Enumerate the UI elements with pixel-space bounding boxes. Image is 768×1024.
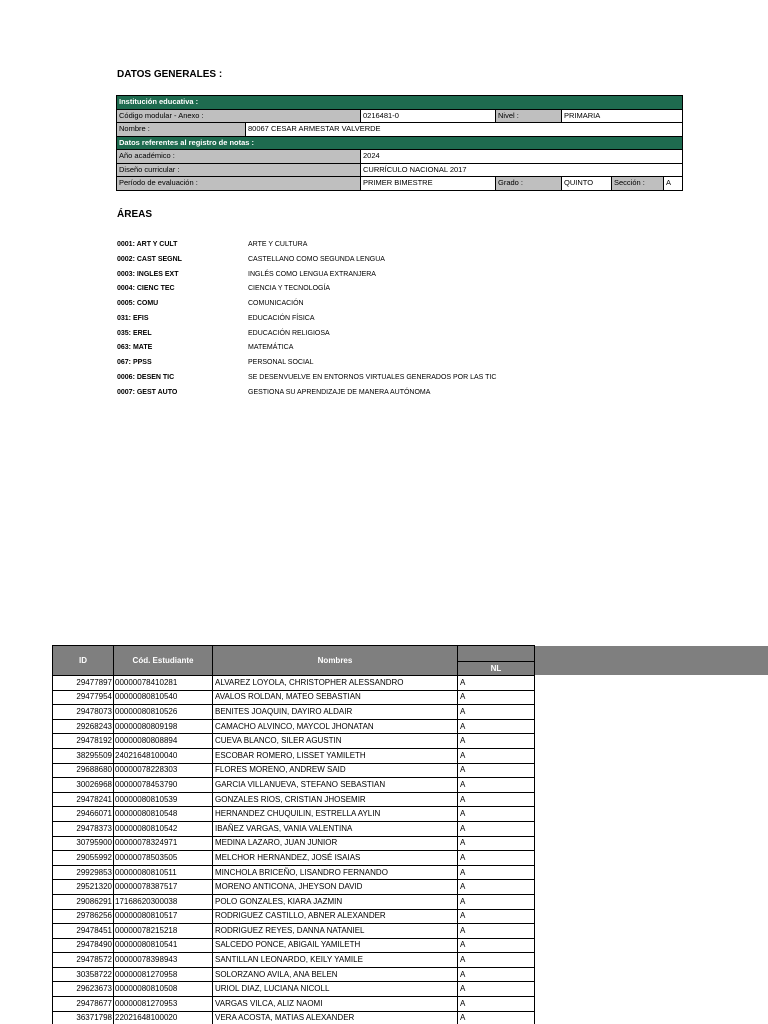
student-code: 00000078398943 [114,953,213,968]
area-code: 0005: COMU [117,300,159,307]
column-header-cod: Cód. Estudiante [114,646,213,676]
periodo-row [117,177,683,191]
area-name: MATEMÁTICA [248,344,294,352]
table-row [53,924,535,939]
registro-section-header [117,136,683,150]
student-code: 00000080808894 [114,734,213,749]
student-id: 29478073 [53,705,114,720]
student-id: 29086291 [53,894,114,909]
student-grade: A [458,821,535,836]
student-id: 29478451 [53,924,114,939]
student-id: 29521320 [53,880,114,895]
nivel-value: PRIMARIA [562,109,683,123]
student-id: 29786256 [53,909,114,924]
anio-label: Año académico : [117,150,361,164]
student-id: 29478241 [53,792,114,807]
student-name: POLO GONZALES, KIARA JAZMIN [213,894,458,909]
student-id: 29478572 [53,953,114,968]
table-row [53,953,535,968]
student-name: RODRIGUEZ CASTILLO, ABNER ALEXANDER [213,909,458,924]
student-id: 29478192 [53,734,114,749]
student-grade: A [458,909,535,924]
student-grade: A [458,865,535,880]
student-name: VARGAS VILCA, ALIZ NAOMI [213,997,458,1012]
student-code: 00000080810540 [114,690,213,705]
student-grade: A [458,734,535,749]
student-name: MEDINA LAZARO, JUAN JUNIOR [213,836,458,851]
student-grade: A [458,880,535,895]
table-row [53,938,535,953]
student-name: SALCEDO PONCE, ABIGAIL YAMILETH [213,938,458,953]
students-table [52,645,535,1024]
student-grade: A [458,997,535,1012]
page-title: DATOS GENERALES : [117,69,223,80]
student-id: 30358722 [53,967,114,982]
student-code: 00000078387517 [114,880,213,895]
student-id: 29055992 [53,851,114,866]
periodo-value: PRIMER BIMESTRE [361,177,496,191]
student-name: SANTILLAN LEONARDO, KEILY YAMILE [213,953,458,968]
student-id: 29478490 [53,938,114,953]
area-name: GESTIONA SU APRENDIZAJE DE MANERA AUTÓNOMA [248,388,431,396]
student-grade: A [458,924,535,939]
student-grade: A [458,690,535,705]
student-grade: A [458,807,535,822]
anio-row [117,150,683,164]
student-name: GARCIA VILLANUEVA, STEFANO SEBASTIAN [213,778,458,793]
grado-label: Grado : [496,177,562,191]
column-header-nl [458,646,535,676]
student-grade: A [458,778,535,793]
area-name: SE DESENVUELVE EN ENTORNOS VIRTUALES GENERADOS POR LAS TIC [248,373,497,381]
student-name: MINCHOLA BRICEÑO, LISANDRO FERNANDO [213,865,458,880]
area-code: 035: EREL [117,329,152,337]
student-grade: A [458,792,535,807]
nombre-label: Nombre : [117,123,246,137]
area-name: EDUCACIÓN FÍSICA [248,314,315,322]
student-grade: A [458,851,535,866]
institution-section-label: Institución educativa : [117,96,683,110]
student-id: 38295509 [53,748,114,763]
table-row [53,909,535,924]
student-id: 29478373 [53,821,114,836]
student-id: 30795900 [53,836,114,851]
table-row [53,690,535,705]
area-code: 0003: INGLES EXT [117,270,179,278]
general-data-table [116,95,683,191]
student-code: 00000080810511 [114,865,213,880]
table-row [53,676,535,691]
area-code: 067: PPSS [117,359,152,366]
student-name: HERNANDEZ CHUQUILIN, ESTRELLA AYLIN [213,807,458,822]
diseno-value: CURRÍCULO NACIONAL 2017 [361,163,683,177]
student-name: MELCHOR HERNANDEZ, JOSÉ ISAIAS [213,851,458,866]
student-grade: A [458,719,535,734]
table-row [53,748,535,763]
area-name: ARTE Y CULTURA [248,241,308,248]
table-row [53,967,535,982]
table-row [53,705,535,720]
student-id: 29477954 [53,690,114,705]
student-grade: A [458,705,535,720]
anio-value: 2024 [361,150,683,164]
area-name: CASTELLANO COMO SEGUNDA LENGUA [248,255,385,263]
table-row [53,763,535,778]
grado-value: QUINTO [562,177,612,191]
student-code: 00000080810539 [114,792,213,807]
registro-section-label: Datos referentes al registro de notas : [117,136,683,150]
area-code: 0002: CAST SEGNL [117,255,182,263]
student-name: BENITES JOAQUIN, DAYIRO ALDAIR [213,705,458,720]
student-name: CUEVA BLANCO, SILER AGUSTIN [213,734,458,749]
student-code: 00000078453790 [114,778,213,793]
area-name: PERSONAL SOCIAL [248,359,314,366]
student-code: 24021648100040 [114,748,213,763]
nombre-value: 80067 CESAR ARMESTAR VALVERDE [246,123,683,137]
area-code: 031: EFIS [117,314,149,322]
student-name: ALVAREZ LOYOLA, CHRISTOPHER ALESSANDRO [213,676,458,691]
students-header-row [53,646,535,676]
student-grade: A [458,836,535,851]
student-code: 00000080810548 [114,807,213,822]
area-code: 0001: ART Y CULT [117,241,178,248]
table-row [53,1011,535,1024]
student-id: 29477897 [53,676,114,691]
student-grade: A [458,953,535,968]
student-grade: A [458,748,535,763]
table-row [53,792,535,807]
codigo-label: Código modular - Anexo : [117,109,361,123]
diseno-row [117,163,683,177]
areas-title: ÁREAS [117,209,153,220]
student-name: URIOL DIAZ, LUCIANA NICOLL [213,982,458,997]
student-name: VERA ACOSTA, MATIAS ALEXANDER [213,1011,458,1024]
student-grade: A [458,676,535,691]
nombre-row [117,123,683,137]
seccion-value: A [664,177,683,191]
periodo-label: Período de evaluación : [117,177,361,191]
table-row [53,982,535,997]
student-code: 17168620300038 [114,894,213,909]
student-id: 29478677 [53,997,114,1012]
student-code: 00000078324971 [114,836,213,851]
student-grade: A [458,894,535,909]
student-code: 00000081270953 [114,997,213,1012]
column-header-id: ID [53,646,114,676]
table-row [53,865,535,880]
student-name: ESCOBAR ROMERO, LISSET YAMILETH [213,748,458,763]
student-code: 00000080810541 [114,938,213,953]
column-header-nombres: Nombres [213,646,458,676]
student-name: SOLORZANO AVILA, ANA BELEN [213,967,458,982]
student-id: 29688680 [53,763,114,778]
codigo-row [117,109,683,123]
diseno-label: Diseño curricular : [117,163,361,177]
student-grade: A [458,938,535,953]
student-code: 00000080810508 [114,982,213,997]
table-row [53,719,535,734]
area-name: COMUNICACIÓN [248,300,304,307]
area-name: EDUCACIÓN RELIGIOSA [248,329,330,337]
header-band [534,646,768,675]
student-id: 29268243 [53,719,114,734]
table-row [53,880,535,895]
seccion-label: Sección : [612,177,664,191]
student-grade: A [458,982,535,997]
student-grade: A [458,763,535,778]
table-row [53,807,535,822]
student-id: 29623673 [53,982,114,997]
student-name: IBAÑEZ VARGAS, VANIA VALENTINA [213,821,458,836]
table-row [53,734,535,749]
nl-label: NL [458,661,534,675]
student-code: 00000078215218 [114,924,213,939]
student-name: FLORES MORENO, ANDREW SAID [213,763,458,778]
table-row [53,836,535,851]
student-name: MORENO ANTICONA, JHEYSON DAVID [213,880,458,895]
student-code: 22021648100020 [114,1011,213,1024]
student-id: 36371798 [53,1011,114,1024]
student-name: CAMACHO ALVINCO, MAYCOL JHONATAN [213,719,458,734]
student-code: 00000081270958 [114,967,213,982]
student-code: 00000080809198 [114,719,213,734]
area-code: 063: MATE [117,344,153,352]
area-code: 0006: DESEN TIC [117,373,175,381]
student-code: 00000078410281 [114,676,213,691]
student-code: 00000080810542 [114,821,213,836]
student-grade: A [458,1011,535,1024]
nivel-label: Nivel : [496,109,562,123]
codigo-value: 0216481-0 [361,109,496,123]
table-row [53,821,535,836]
area-name: INGLÉS COMO LENGUA EXTRANJERA [248,270,376,278]
student-id: 29929853 [53,865,114,880]
student-id: 30026968 [53,778,114,793]
student-name: AVALOS ROLDAN, MATEO SEBASTIAN [213,690,458,705]
student-code: 00000080810517 [114,909,213,924]
student-code: 00000080810526 [114,705,213,720]
area-name: CIENCIA Y TECNOLOGÍA [248,285,331,293]
student-name: RODRIGUEZ REYES, DANNA NATANIEL [213,924,458,939]
student-code: 00000078228303 [114,763,213,778]
area-code: 0007: GEST AUTO [117,388,178,396]
table-row [53,997,535,1012]
table-row [53,851,535,866]
table-row [53,778,535,793]
students-body [53,676,535,1024]
institution-section-header [117,96,683,110]
area-code: 0004: CIENC TEC [117,285,175,293]
student-code: 00000078503505 [114,851,213,866]
table-row [53,894,535,909]
student-name: GONZALES RIOS, CRISTIAN JHOSEMIR [213,792,458,807]
student-grade: A [458,967,535,982]
student-id: 29466071 [53,807,114,822]
